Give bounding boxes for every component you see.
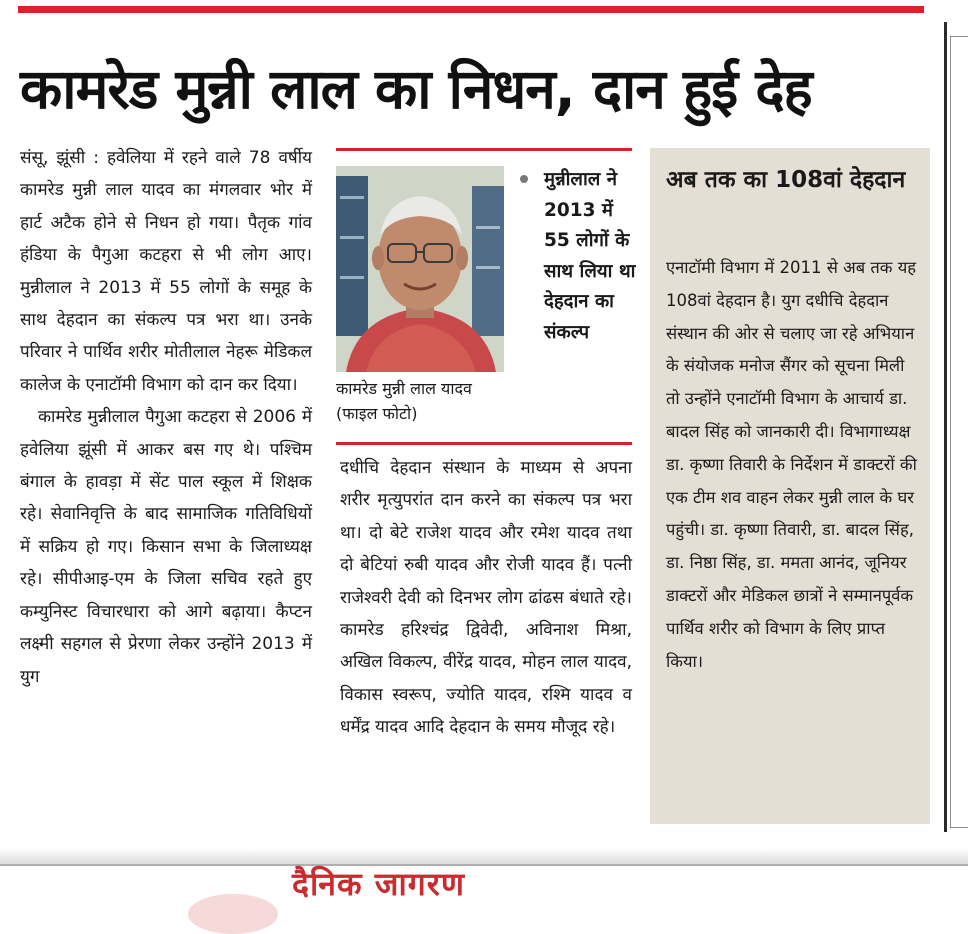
page-fold-shadow [0, 848, 968, 864]
paragraph-3: दधीचि देहदान संस्थान के माध्यम से अपना शरीर मृत्युपरांत दान करने का संकल्प पत्र भरा था। दो बेटे राजेश यादव और रमेश यादव तथा दो बेटियां रुबी यादव और रोजी यादव हैं। पत्नी राजेश्वरी देवी को दिनभर लोग ढांढस बंधाते रहे। कामरेड हरिश्चंद्र द्विवेदी, अविनाश मिश्रा, अखिल विकल्प, वीरेंद्र यादव, मोहन लाल यादव, विकास स्वरूप, ज्योति यादव, रश्मि यादव व धर्मेंद्र यादव आदि देहदान के समय मौजूद रहे। [340, 458, 632, 738]
caption-name: कामरेड मुन्नी लाल यादव [336, 379, 472, 398]
column2-top-rule [336, 442, 632, 445]
pull-quote-text: मुन्नीलाल ने 2013 में 55 लोगों के साथ लिया था देहदान का संकल्प [544, 169, 636, 343]
right-column-divider [944, 22, 947, 832]
article-column-2 [340, 452, 632, 744]
top-red-rule [18, 6, 924, 13]
paragraph-1: संसू, झूंसी : हवेलिया में रहने वाले 78 वर्षीय कामरेड मुन्नी लाल यादव का मंगलवार भोर में हार्ट अटैक होने से निधन हो गया। पैतृक गांव हंडिया के पैगुआ कटहरा से भी लोग आए। मुन्नीलाल ने 2013 में 55 लोगों के समूह के साथ देहदान का संकल्प पत्र भरा था। उनके परिवार ने पार्थिव शरीर मोतीलाल नेहरू मेडिकल कालेज के एनाटॉमी विभाग को दान कर दिया। [20, 148, 312, 395]
adjacent-article-edge [950, 36, 968, 828]
paragraph-2: कामरेड मुन्नीलाल पैगुआ कटहरा से 2006 में हवेलिया झूंसी में आकर बस गए थे। पश्चिम बंगाल के हावड़ा में सेंट पाल स्कूल में शिक्षक रहे। सेवानिवृत्ति के बाद सामाजिक गतिविधियों में सक्रिय हो गए। किसान सभा के जिलाध्यक्ष रहे। सीपीआइ-एम के जिला सचिव रहते हुए कम्युनिस्ट विचारधारा को आगे बढ़ाया। कैप्टन लक्ष्मी सहगल से प्रेरणा लेकर उन्होंने 2013 में युग [20, 407, 312, 687]
photo-caption [336, 376, 512, 426]
sidebar-title: अब तक का 108वां देहदान [666, 167, 906, 193]
newspaper-brand: दैनिक जागरण [292, 865, 466, 903]
caption-note: (फाइल फोटो) [336, 404, 418, 423]
photo-top-rule [336, 148, 632, 151]
sidebar-body: एनाटॉमी विभाग में 2011 से अब तक यह 108वां देहदान है। युग दधीचि देहदान संस्थान की ओर से चलाए जा रहे अभियान के संयोजक मनोज सैंगर को सूचना मिली तो उन्होंने एनाटॉमी विभाग के आचार्य डा. बादल सिंह को जानकारी दी। विभागाध्यक्ष डा. कृष्णा तिवारी के निर्देशन में डाक्टरों की एक टीम शव वाहन लेकर मुन्नी लाल के घर पहुंची। डा. कृष्णा तिवारी, डा. बादल सिंह, डा. निष्ठा सिंह, डा. ममता आनंद, जूनियर डाक्टरों और मेडिकल छात्रों ने सम्मानपूर्वक पार्थिव शरीर को विभाग के लिए प्राप्त किया। [666, 258, 917, 671]
portrait-illustration [336, 166, 504, 372]
headline: कामरेड मुन्नी लाल का निधन, दान हुई देह [20, 57, 812, 121]
article-column-1 [20, 142, 312, 693]
portrait-photo [336, 166, 504, 372]
sidebar-box [650, 148, 930, 824]
bullet-icon [520, 175, 528, 183]
logo-mark [188, 894, 278, 934]
bottom-rule [0, 864, 968, 866]
